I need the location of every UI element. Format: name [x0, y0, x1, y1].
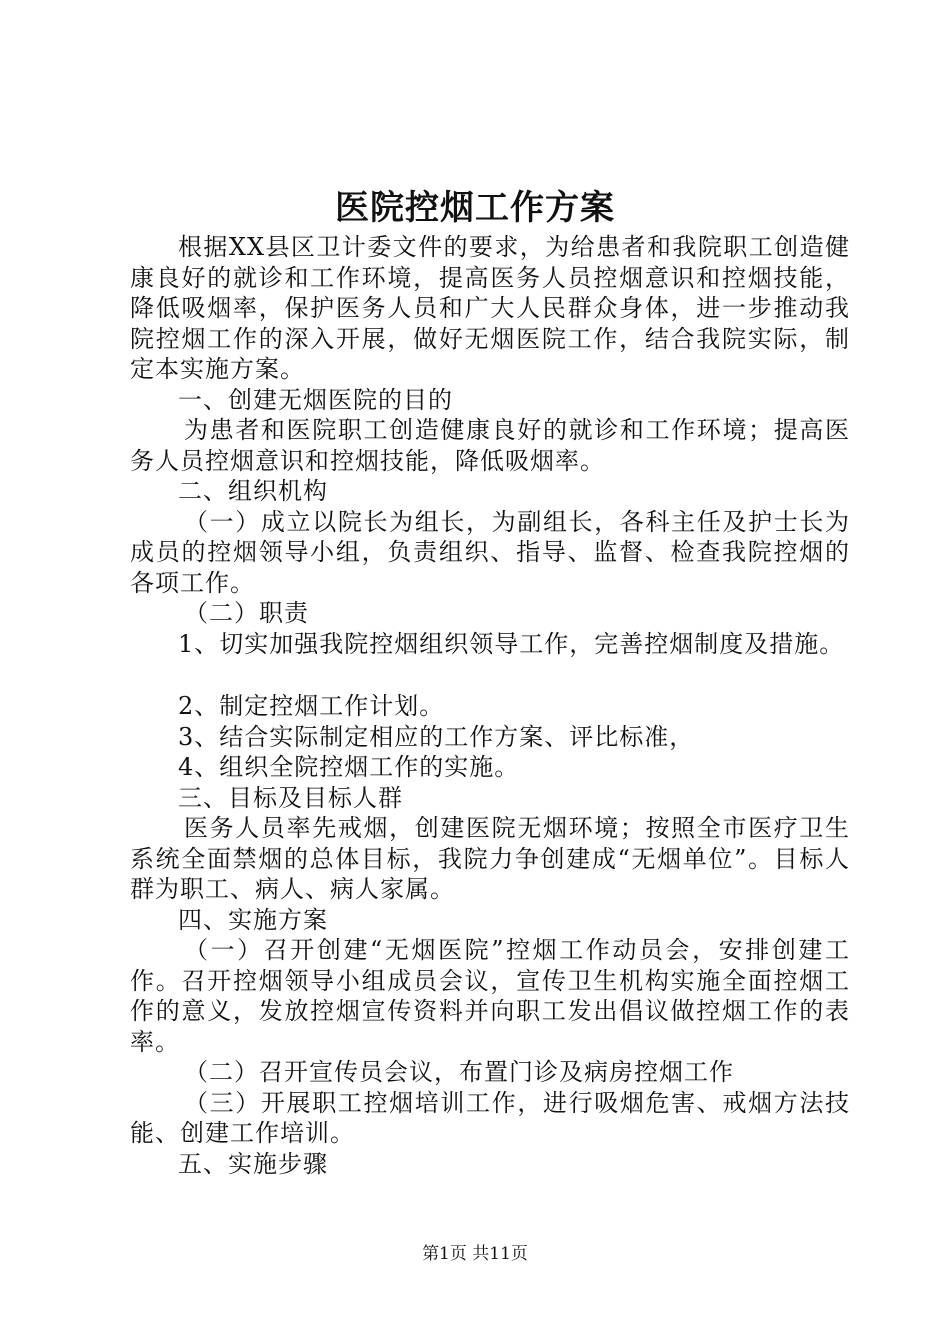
- paragraph-purpose: 为患者和医院职工创造健康良好的就诊和工作环境；提高医务人员控烟意识和控烟技能，降低吸烟率。: [130, 416, 850, 475]
- list-item-duty-1: 1、切实加强我院控烟组织领导工作，完善控烟制度及措施。: [178, 629, 845, 658]
- list-item-duty-4: 4、组织全院控烟工作的实施。: [178, 753, 520, 781]
- paragraph-plan-2: （二）召开宣传员会议，布置门诊及病房控烟工作: [184, 1058, 734, 1086]
- paragraph-targets: 医务人员率先戒烟，创建医院无烟环境；按照全市医疗卫生系统全面禁烟的总体目标，我院力争创建成“无烟单位”。目标人群为职工、病人、病人家属。: [130, 814, 850, 903]
- heading-section-3: 三、目标及目标人群: [178, 783, 403, 812]
- paragraph-intro: 根据XX县区卫计委文件的要求，为给患者和我院职工创造健康良好的就诊和工作环境，提高医务人员控烟意识和控烟技能，降低吸烟率，保护医务人员和广大人民群众身体，进一步推动我院控烟工作的深入开展，做好无烟医院工作，结合我院实际，制定本实施方案。: [130, 233, 850, 383]
- paragraph-plan-3: （三）开展职工控烟培训工作，进行吸烟危害、戒烟方法技能、创建工作培训。: [130, 1088, 850, 1147]
- page-number-footer: 第1页 共11页: [422, 1244, 528, 1264]
- heading-section-4: 四、实施方案: [178, 905, 328, 934]
- blank-line: [130, 659, 850, 691]
- document-title: 医院控烟工作方案: [335, 188, 615, 228]
- heading-section-2: 二、组织机构: [178, 477, 328, 505]
- list-item-duty-2: 2、制定控烟工作计划。: [178, 692, 445, 720]
- subheading-duties: （二）职责: [184, 599, 309, 627]
- heading-section-5: 五、实施步骤: [178, 1149, 328, 1178]
- heading-section-1: 一、创建无烟医院的目的: [178, 385, 453, 414]
- list-item-duty-3: 3、结合实际制定相应的工作方案、评比标准，: [178, 722, 695, 751]
- paragraph-plan-1: （一）召开创建“无烟医院”控烟工作动员会，安排创建工作。召开控烟领导小组成员会议，宣传卫生机构实施全面控烟工作的意义，发放控烟宣传资料并向职工发出倡议做控烟工作的表率。: [130, 936, 850, 1056]
- paragraph-organization: （一）成立以院长为组长，为副组长，各科主任及护士长为成员的控烟领导小组，负责组织、指导、监督、检查我院控烟的各项工作。: [130, 507, 850, 597]
- document-body: [130, 232, 850, 1179]
